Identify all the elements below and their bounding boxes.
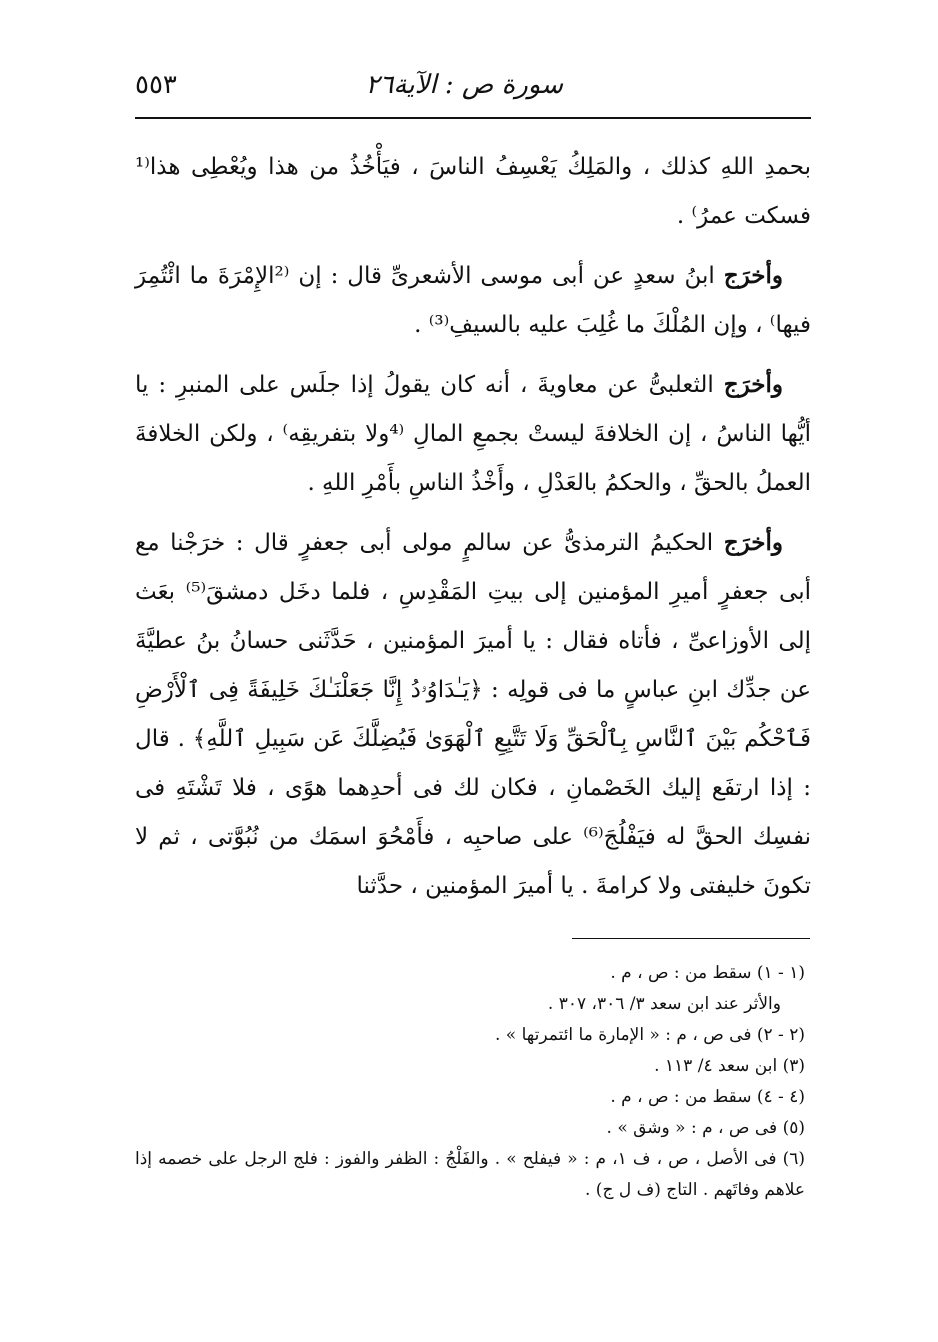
footnote-4: (٤ - ٤) سقط من : ص ، م . xyxy=(610,1087,805,1107)
footnote-2: (٢ - ٢) فى ص ، م : « الإمارة ما ائتمرتها » . xyxy=(495,1025,805,1045)
footnote-1: (١ - ١) سقط من : ص ، م . xyxy=(610,963,805,983)
paragraph-text: ابنُ سعدٍ عن أبى موسى الأشعرىِّ قال : إن ⁽²الإِمْرَةَ ما ائْتُمِرَ فيها⁾ ، وإن المُلْكَ ما غُلِبَ عليه بالسيفِ⁽³⁾ . xyxy=(135,263,811,338)
footnote-divider xyxy=(572,938,810,939)
paragraph-2 xyxy=(135,251,811,350)
page-header xyxy=(135,62,811,112)
paragraph-text: بحمدِ اللهِ كذلك ، والمَلِكُ يَعْسِفُ الناسَ ، فيَأْخُذُ من هذا ويُعْطِى هذا⁽¹ فسكت عمرُ⁾ . xyxy=(135,154,811,229)
footnote-1-continuation: والأثر عند ابن سعد ٣/ ٣٠٦، ٣٠٧ . xyxy=(547,994,781,1014)
paragraph-3 xyxy=(135,360,811,508)
paragraph-text: الثعلبىُّ عن معاويةَ ، أنه كان يقولُ إذا جلَس على المنبرِ : يا أيُّها الناسُ ، إن الخلافةَ ليستْ بجمعِ المالِ ⁽⁴ولا بتفريقِه⁾ ، ولكن الخلافةَ العملُ بالحقِّ ، والحكمُ بالعَدْلِ ، وأَخْذُ الناسِ بأَمْرِ اللهِ . xyxy=(135,372,811,496)
running-title: سورة ص : الآية٢٦ xyxy=(365,70,563,100)
footnote-5: (٥) فى ص ، م : « وشق » . xyxy=(606,1118,805,1138)
footnote-6: (٦) فى الأصل ، ص ، ف ١، م : « فيفلح » . والفَلْجُ : الظفر والفوز : فلج الرجل على خصمه إذا علاهم وفاتَهم . التاج (ف ل ج) . xyxy=(135,1149,805,1200)
header-divider xyxy=(135,117,811,119)
paragraph-4 xyxy=(135,518,811,911)
paragraph-lead: وأخرَج xyxy=(723,529,783,556)
paragraph-lead: وأخرَج xyxy=(723,371,783,398)
paragraph-1 xyxy=(135,142,811,241)
footnote-3: (٣) ابن سعد ٤/ ١١٣ . xyxy=(654,1056,805,1076)
main-text xyxy=(135,142,811,921)
paragraph-lead: وأخرَج xyxy=(723,262,783,289)
paragraph-text: الحكيمُ الترمذىُّ عن سالمٍ مولى أبى جعفرٍ قال : خرَجْنا مع أبى جعفرٍ أميرِ المؤمنين إلى بيتِ المَقْدِسِ ، فلما دخَل دمشقَ⁽⁵⁾ بعَث إلى الأوزاعىِّ ، فأتاه فقال : يا أميرَ المؤمنين ، حَدَّثَنى حسانُ بنُ عطيَّةَ عن جدِّك ابنِ عباسٍ ما فى قولِه : ﴿يَـٰدَاوُۥدُ إِنَّا جَعَلْنَـٰكَ خَلِيفَةً فِى ٱلْأَرْضِ فَٱحْكُم بَيْنَ ٱلنَّاسِ بِٱلْحَقِّ وَلَا تَتَّبِعِ ٱلْهَوَىٰ فَيُضِلَّكَ عَن سَبِيلِ ٱللَّهِ﴾ . قال : إذا ارتفَع إليك الخَصْمانِ ، فكان لك فى أحدِهما هوًى ، فلا تَشْتَهِ فى نفسِك الحقَّ له فيَفْلُجَ⁽⁶⁾ على صاحبِه ، فأَمْحُوَ اسمَك من نُبُوَّتى ، ثم لا تكونَ خليفتى ولا كرامةَ . يا أميرَ المؤمنين ، حدَّثنا xyxy=(135,530,811,899)
page-number: ٥٥٣ xyxy=(135,70,177,100)
footnotes xyxy=(135,958,811,1206)
